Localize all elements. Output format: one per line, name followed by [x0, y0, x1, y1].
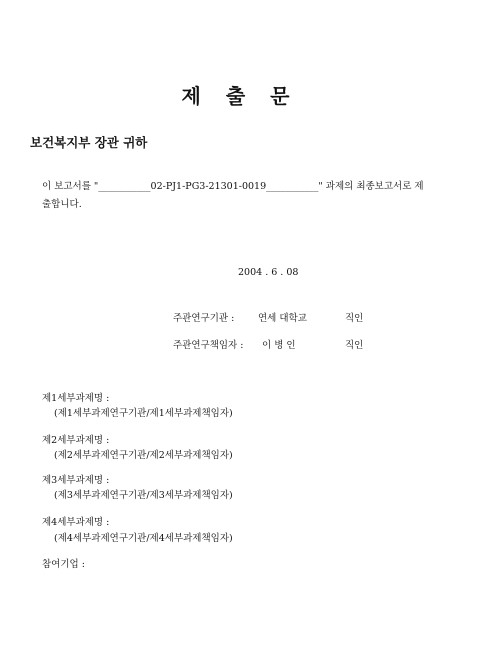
lead-institution-label: 주관연구기관 :: [173, 313, 235, 324]
subproject-1-org: (제1세부과제연구기관/제1세부과제책임자): [54, 408, 233, 419]
subproject-4-label: 제4세부과제명 :: [42, 517, 110, 528]
subproject-3-label: 제3세부과제명 :: [42, 475, 110, 486]
subproject-4-org: (제4세부과제연구기관/제4세부과제책임자): [54, 533, 233, 544]
lead-institution-seal: 직인: [345, 313, 364, 324]
addressee: 보건복지부 장관 귀하: [30, 135, 148, 150]
subproject-1-label: 제1세부과제명 :: [42, 393, 110, 404]
subproject-3-org: (제3세부과제연구기관/제3세부과제책임자): [54, 490, 233, 501]
subproject-2-org: (제2세부과제연구기관/제2세부과제책임자): [54, 450, 233, 461]
lead-researcher-label: 주관연구책임자 :: [173, 340, 244, 351]
document-title: 제 출 문: [181, 84, 299, 108]
submission-statement-continued: 출합니다.: [42, 199, 82, 210]
submission-statement: 이 보고서를 "___________02-PJ1-PG3-21301-0019___________" 과제의 최종보고서로 제: [42, 181, 424, 192]
subproject-2-label: 제2세부과제명 :: [42, 435, 110, 446]
lead-researcher-seal: 직인: [345, 340, 364, 351]
lead-researcher-name: 이 병 인: [262, 340, 296, 351]
participating-company-label: 참여기업 :: [42, 559, 85, 570]
submission-date: 2004 . 6 . 08: [238, 267, 299, 278]
lead-institution-name: 연세 대학교: [258, 313, 307, 324]
